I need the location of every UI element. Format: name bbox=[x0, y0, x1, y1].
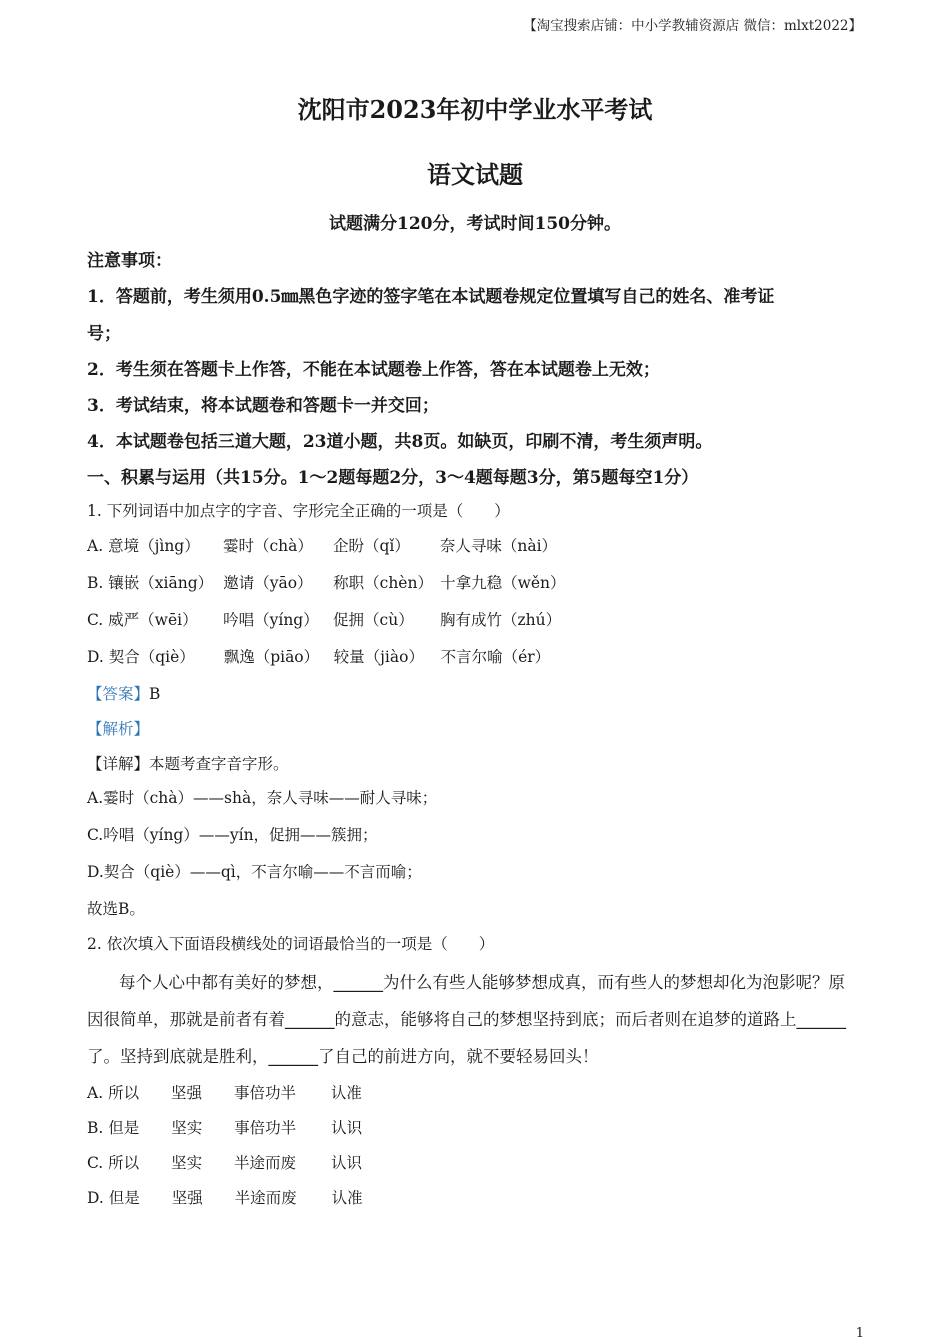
option-item: 坚强 bbox=[171, 1084, 203, 1102]
q2-stem: 2. 依次填入下面语段横线处的词语最恰当的一项是（ ） bbox=[87, 935, 495, 953]
option-item: 但是 bbox=[108, 1119, 140, 1137]
q1-conclusion: 故选B。 bbox=[87, 900, 145, 918]
q2-option-d bbox=[87, 1186, 363, 1208]
option-item: 坚强 bbox=[171, 1189, 203, 1207]
q2-paragraph-line-1: 每个人心中都有美好的梦想，______为什么有些人能够梦想成真，而有些人的梦想却化为泡影呢？原 bbox=[119, 973, 845, 992]
option-label: B. bbox=[87, 1119, 104, 1137]
option-item: 所以 bbox=[108, 1154, 140, 1172]
page-header: 【淘宝搜索店铺：中小学教辅资源店 微信：mlxt2022】 bbox=[523, 18, 862, 34]
option-item: 不言尔喻（ér） bbox=[440, 648, 551, 666]
option-item: 镶嵌（xiāng） bbox=[108, 574, 214, 592]
notice-line-4: 4．本试题卷包括三道大题，23道小题，共8页。如缺页，印刷不清，考生须声明。 bbox=[87, 432, 713, 452]
option-item: 认准 bbox=[330, 1084, 362, 1102]
option-label: D. bbox=[87, 1189, 104, 1207]
option-label: B. bbox=[87, 574, 104, 592]
q1-detail-c: C.吟唱（yíng）——yín，促拥——簇拥； bbox=[87, 826, 378, 844]
option-item: 吟唱（yíng） bbox=[223, 611, 319, 629]
option-item: 坚实 bbox=[171, 1119, 203, 1137]
section-1-heading: 一、积累与运用（共15分。1～2题每题2分，3～4题每题3分，第5题每空1分） bbox=[87, 468, 699, 488]
option-item: 邀请（yāo） bbox=[223, 574, 313, 592]
q2-paragraph-line-3: 了。坚持到底就是胜利，______了自己的前进方向，就不要轻易回头！ bbox=[87, 1047, 599, 1066]
option-label: C. bbox=[87, 611, 104, 629]
q1-detail-d: D.契合（qiè）——qì，不言尔喻——不言而喻； bbox=[87, 863, 422, 881]
q1-detail-a: A.霎时（chà）——shà，奈人寻味——耐人寻味； bbox=[87, 789, 438, 807]
option-item: 事倍功半 bbox=[234, 1119, 297, 1137]
q1-detail: 【详解】本题考查字音字形。 bbox=[87, 755, 289, 773]
option-item: 但是 bbox=[108, 1189, 140, 1207]
option-item: 威严（wēi） bbox=[108, 611, 198, 629]
q1-option-b bbox=[87, 571, 566, 593]
option-label: A. bbox=[87, 537, 104, 555]
option-item: 促拥（cù） bbox=[333, 611, 414, 629]
q1-option-c bbox=[87, 608, 561, 630]
option-item: 半途而废 bbox=[234, 1189, 297, 1207]
exam-title: 沈阳市2023年初中学业水平考试 bbox=[297, 95, 653, 124]
q2-paragraph-line-2: 因很简单，那就是前者有着______的意志，能够将自己的梦想坚持到底；而后者则在追梦的道路上______ bbox=[87, 1010, 846, 1029]
option-item: 奈人寻味（nài） bbox=[439, 537, 558, 555]
option-item: 事倍功半 bbox=[233, 1084, 296, 1102]
notice-line-1-cont: 号； bbox=[87, 324, 121, 344]
exam-subtitle: 语文试题 bbox=[427, 160, 523, 189]
notice-line-3: 3．考试结束，将本试题卷和答题卡一并交回； bbox=[87, 396, 439, 416]
option-item: 认识 bbox=[330, 1154, 362, 1172]
option-item: 半途而废 bbox=[234, 1154, 297, 1172]
q1-option-a bbox=[87, 534, 557, 556]
q1-option-d bbox=[87, 645, 550, 667]
q2-option-b bbox=[87, 1116, 362, 1138]
option-item: 认准 bbox=[331, 1189, 363, 1207]
option-item: 认识 bbox=[331, 1119, 363, 1137]
notice-line-1: 1．答题前，考生须用0.5㎜黑色字迹的签字笔在本试题卷规定位置填写自己的姓名、准考证 bbox=[87, 287, 775, 307]
analysis-tag: 【解析】 bbox=[87, 720, 150, 738]
option-item: 所以 bbox=[108, 1084, 140, 1102]
q2-option-c bbox=[87, 1151, 362, 1173]
option-item: 胸有成竹（zhú） bbox=[439, 611, 562, 629]
option-item: 企盼（qǐ） bbox=[332, 537, 410, 555]
q1-answer bbox=[87, 682, 160, 704]
option-label: D. bbox=[87, 648, 104, 666]
page-number: 1 bbox=[855, 1326, 864, 1341]
option-label: A. bbox=[87, 1084, 104, 1102]
answer-value: B bbox=[149, 685, 161, 703]
option-item: 意境（jìng） bbox=[108, 537, 200, 555]
exam-info: 试题满分120分，考试时间150分钟。 bbox=[329, 214, 621, 234]
notice-heading: 注意事项： bbox=[87, 251, 172, 271]
option-item: 坚实 bbox=[171, 1154, 203, 1172]
answer-tag: 【答案】 bbox=[87, 685, 150, 703]
option-item: 霎时（chà） bbox=[223, 537, 313, 555]
option-item: 较量（jiào） bbox=[333, 648, 424, 666]
option-item: 称职（chèn） bbox=[333, 574, 433, 592]
q1-stem: 1. 下列词语中加点字的字音、字形完全正确的一项是（ ） bbox=[87, 502, 510, 520]
option-item: 十拿九稳（wěn） bbox=[440, 574, 566, 592]
option-item: 飘逸（piāo） bbox=[223, 648, 320, 666]
option-item: 契合（qiè） bbox=[108, 648, 195, 666]
option-label: C. bbox=[87, 1154, 104, 1172]
q2-option-a bbox=[87, 1081, 362, 1103]
notice-line-2: 2．考生须在答题卡上作答，不能在本试题卷上作答，答在本试题卷上无效； bbox=[87, 360, 660, 380]
